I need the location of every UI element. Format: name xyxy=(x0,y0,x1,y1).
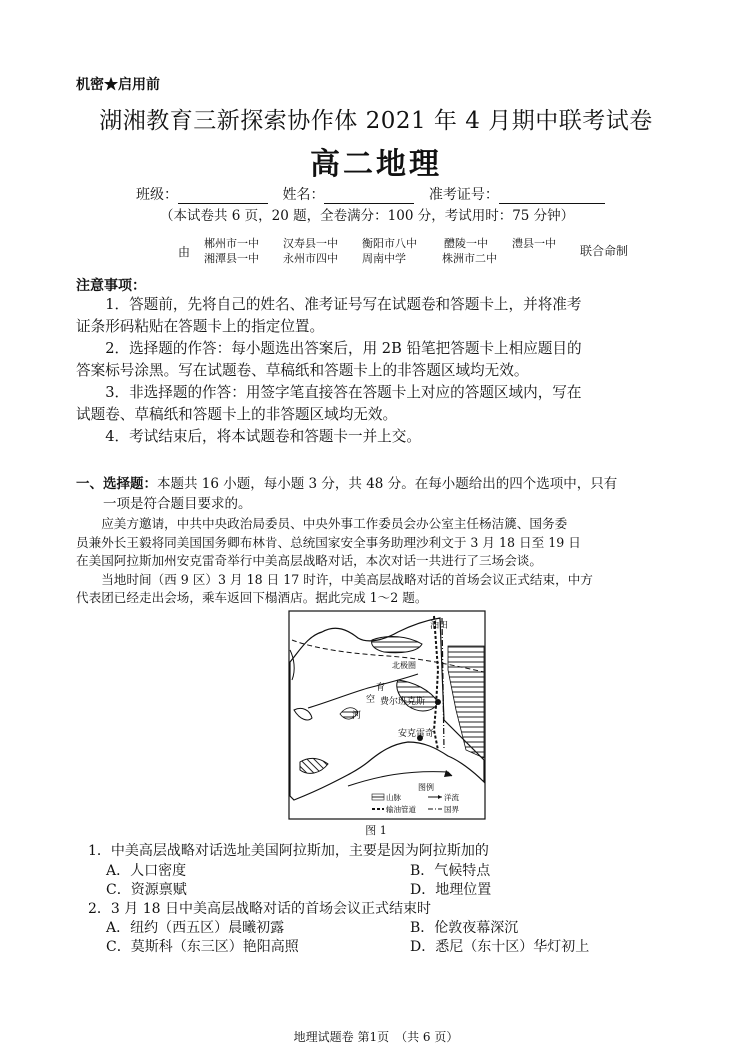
exam-id-label: 准考证号： xyxy=(428,187,499,203)
map-legend xyxy=(368,782,480,816)
passage-line: 当地时间（西 9 区）3 月 18 日 17 时许，中美高层战略对话的首场会议正式结束，中方 xyxy=(101,571,593,587)
question-1-option: A．人口密度 xyxy=(106,863,187,879)
notice-line: 试题卷、草稿纸和答题卡上的非答题区域均无效。 xyxy=(76,406,398,423)
question-2-option: D．悉尼（东十区）华灯初上 xyxy=(410,939,590,955)
exam-id-blank[interactable] xyxy=(499,189,605,204)
section-label: 一、选择题： xyxy=(76,476,157,492)
school: 周南中学 xyxy=(362,252,406,265)
passage xyxy=(76,515,676,608)
label-yukon-2: 空 xyxy=(366,695,376,705)
notice-list xyxy=(76,294,676,448)
school: 汉寿县一中 xyxy=(283,237,338,250)
class-blank[interactable] xyxy=(178,189,268,204)
passage-line: 应美方邀请，中共中央政治局委员、中央外事工作委员会办公室主任杨洁篪、国务委 xyxy=(101,516,568,531)
school: 衡阳市八中 xyxy=(362,237,417,250)
label-yukon-3: 河 xyxy=(352,711,362,721)
joint-label: 联合命制 xyxy=(580,244,629,258)
cooperating-schools xyxy=(178,233,638,269)
exam-meta: （本试卷共 6 页，20 题，全卷满分：100 分，考试用时：75 分钟） xyxy=(160,208,575,224)
label-fairbanks: 费尔班克斯 xyxy=(380,697,426,707)
question-1-option: C．资源禀赋 xyxy=(106,882,187,898)
section-text: 本题共 16 小题，每小题 3 分，共 48 分。在每小题给出的四个选项中，只有 xyxy=(157,476,618,492)
passage-line: 员兼外长王毅将同美国国务卿布林肯、总统国家安全事务助理沙利文于 3 月 18 日至 19 日 xyxy=(76,534,581,550)
section-one-intro xyxy=(76,474,674,514)
confidential-mark: 机密★启用前 xyxy=(76,77,160,93)
name-blank[interactable] xyxy=(324,189,414,204)
page-footer: 地理试题卷 第1页 （共 6 页） xyxy=(293,1030,459,1044)
label-oilfield: 油田 xyxy=(430,621,449,631)
label-arctic-circle: 北极圈 xyxy=(392,661,416,670)
notice-line: 3．非选择题的作答：用签字笔直接答在答题卡上对应的答题区域内，写在 xyxy=(105,384,582,401)
class-label: 班级： xyxy=(136,187,178,203)
legend-mountain: 山脉 xyxy=(386,793,401,802)
exam-title: 湖湘教育三新探索协作体 2021 年 4 月期中联考试卷 xyxy=(99,108,653,134)
legend-border: 国界 xyxy=(444,805,459,814)
question-2-stem: 2．3 月 18 日中美高层战略对话的首场会议正式结束时 xyxy=(88,901,431,917)
question-2-option: C．莫斯科（东三区）艳阳高照 xyxy=(106,939,299,955)
notice-line: 2．选择题的作答：每小题选出答案后，用 2B 铅笔把答题卡上相应题目的 xyxy=(105,340,582,357)
passage-line: 在美国阿拉斯加州安克雷奇举行中美高层战略对话，本次对话一共进行了三场会谈。 xyxy=(76,553,542,568)
name-label: 姓名： xyxy=(282,187,325,203)
notice-line: 1．答题前，先将自己的姓名、准考证号写在试题卷和答题卡上，并将准考 xyxy=(105,296,582,313)
school: 株洲市二中 xyxy=(442,252,497,265)
label-yukon-1: 育 xyxy=(376,683,386,693)
label-anchorage: 安克雷奇 xyxy=(398,729,435,739)
legend-pipeline: 输油管道 xyxy=(386,805,416,814)
question-2-option: B．伦敦夜幕深沉 xyxy=(410,920,519,936)
notice-line: 答案标号涂黑。写在试题卷、草稿纸和答题卡上的非答题区域均无效。 xyxy=(76,362,529,379)
notice-line: 4．考试结束后，将本试题卷和答题卡一并上交。 xyxy=(105,428,421,445)
by-label: 由 xyxy=(178,245,191,259)
legend-title: 图例 xyxy=(418,783,434,792)
school: 醴陵一中 xyxy=(444,237,488,250)
question-1-option: B．气候特点 xyxy=(410,863,491,879)
school: 郴州市一中 xyxy=(204,237,259,250)
passage-line: 代表团已经走出会场，乘车返回下榻酒店。据此完成 1～2 题。 xyxy=(76,590,428,605)
question-1-option: D．地理位置 xyxy=(410,882,492,898)
school: 澧县一中 xyxy=(512,237,556,250)
exam-subject: 高二地理 xyxy=(310,147,442,182)
section-text: 一项是符合题目要求的。 xyxy=(103,496,252,512)
question-1-stem: 1．中美高层战略对话选址美国阿拉斯加，主要是因为阿拉斯加的 xyxy=(88,843,489,859)
figure-caption: 图 1 xyxy=(365,824,387,837)
student-info-fields xyxy=(136,184,615,204)
notice-heading: 注意事项： xyxy=(76,278,146,294)
alaska-map xyxy=(288,610,486,820)
question-2-option: A．纽约（西五区）晨曦初露 xyxy=(106,920,285,936)
school: 湘潭县一中 xyxy=(204,252,259,265)
notice-line: 证条形码粘贴在答题卡上的指定位置。 xyxy=(76,318,325,335)
legend-current: 洋流 xyxy=(444,793,459,802)
fairbanks-dot xyxy=(435,699,441,705)
school: 永州市四中 xyxy=(283,252,338,265)
